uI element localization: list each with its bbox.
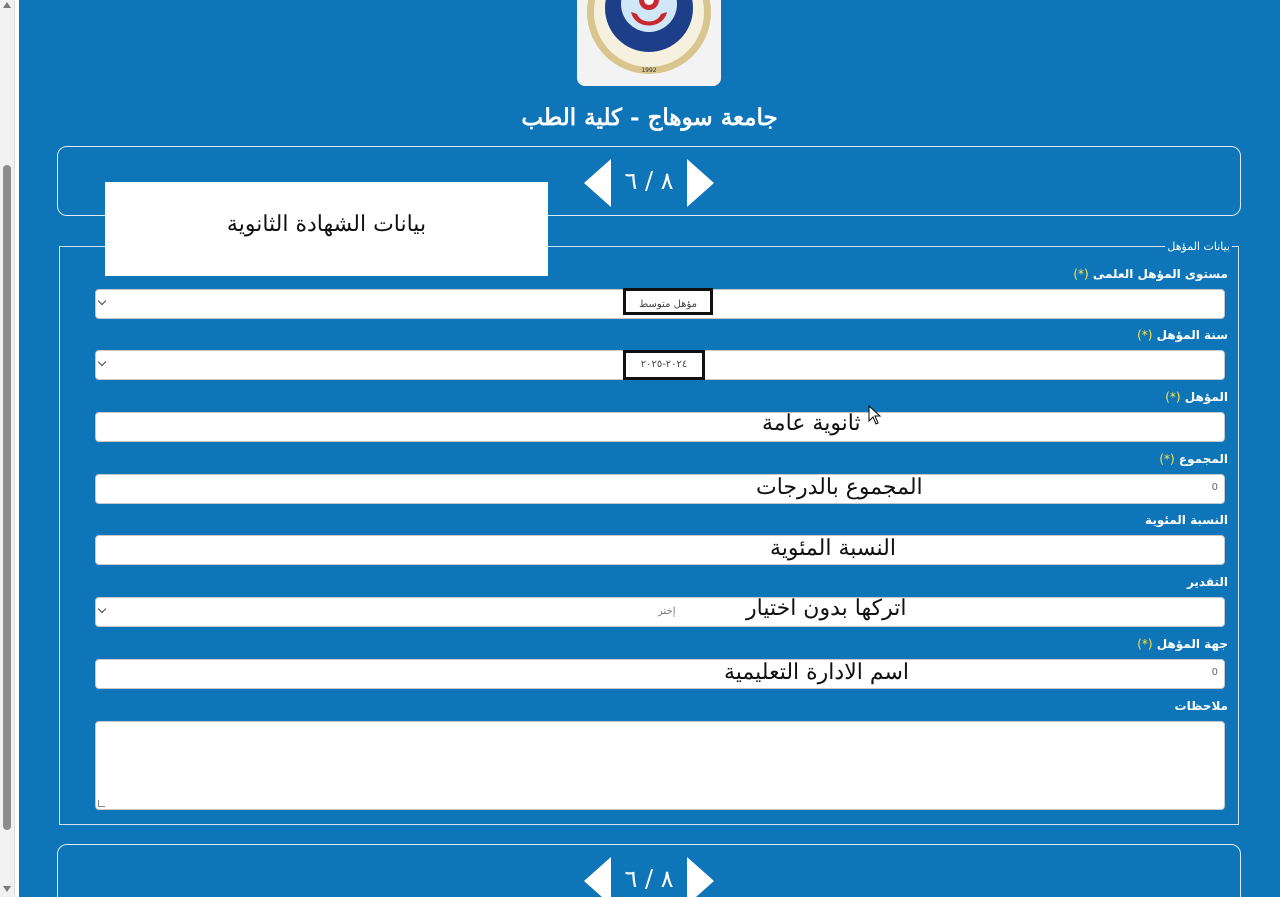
- college-title: جامعة سوهاج - كلية الطب: [521, 104, 778, 131]
- notes-textarea[interactable]: [95, 721, 1225, 810]
- pager-bottom: [57, 844, 1241, 897]
- level-label: [1073, 267, 1228, 281]
- cursor-icon: [868, 405, 882, 429]
- total-label: [1159, 452, 1228, 466]
- notes-label-text: ملاحظات: [1174, 699, 1228, 713]
- scroll-down-icon[interactable]: [3, 886, 11, 892]
- qualification-value: ثانوية عامة: [762, 411, 861, 436]
- chevron-down-icon: [98, 358, 106, 366]
- page-indicator: ٨ / ٦: [624, 167, 674, 195]
- required-mark: (*): [1137, 328, 1153, 342]
- qualification-label-text: المؤهل: [1184, 390, 1228, 404]
- authority-label-text: جهة المؤهل: [1156, 637, 1228, 651]
- university-logo: [577, 0, 721, 86]
- resize-grip-icon[interactable]: [98, 800, 105, 807]
- total-label-text: المجموع: [1178, 452, 1228, 466]
- grade-label: [1187, 575, 1228, 589]
- browser-scrollbar[interactable]: [0, 0, 15, 897]
- year-select[interactable]: [95, 350, 1225, 380]
- grade-placeholder: إختر: [658, 606, 676, 617]
- grade-hint: اتركها بدون اختيار: [746, 596, 907, 621]
- authority-hint: اسم الادارة التعليمية: [724, 660, 910, 685]
- section-overlay-title: [105, 182, 548, 276]
- required-mark: (*): [1165, 390, 1181, 404]
- required-mark: (*): [1073, 267, 1089, 281]
- total-hint: المجموع بالدرجات: [756, 475, 923, 500]
- percentage-input[interactable]: [95, 535, 1225, 565]
- previous-arrow-icon[interactable]: [584, 857, 611, 897]
- authority-label: [1137, 637, 1228, 651]
- previous-arrow-icon[interactable]: [584, 159, 611, 207]
- percentage-hint: النسبة المئوية: [770, 536, 896, 561]
- grade-select[interactable]: [95, 597, 1225, 627]
- authority-input[interactable]: [95, 659, 1225, 689]
- section-legend: بيانات المؤهل: [1167, 240, 1230, 253]
- next-arrow-icon[interactable]: [687, 857, 714, 897]
- year-label-text: سنة المؤهل: [1156, 328, 1228, 342]
- scroll-thumb[interactable]: [3, 165, 11, 830]
- total-input[interactable]: [95, 474, 1225, 504]
- percentage-label: [1145, 513, 1228, 527]
- level-select[interactable]: [95, 289, 1225, 319]
- grade-label-text: التقدير: [1186, 575, 1228, 589]
- authority-value: 0: [1211, 667, 1218, 678]
- qualification-label: [1165, 390, 1228, 404]
- total-value: 0: [1211, 482, 1218, 493]
- scroll-up-icon[interactable]: [3, 2, 11, 8]
- qualification-input[interactable]: [95, 412, 1225, 442]
- next-arrow-icon[interactable]: [687, 159, 714, 207]
- percentage-label-text: النسبة المئوية: [1145, 513, 1228, 527]
- year-selected-value: ٢٠٢٤-٢٠٢٥: [623, 350, 705, 380]
- registration-page: [19, 0, 1280, 897]
- year-label: [1137, 328, 1228, 342]
- logo-year: 1992: [641, 67, 657, 74]
- required-mark: (*): [1159, 452, 1175, 466]
- level-selected-value: مؤهل متوسط: [623, 288, 713, 315]
- level-label-text: مستوى المؤهل العلمى: [1092, 267, 1228, 281]
- page-indicator: ٨ / ٦: [624, 865, 674, 893]
- notes-label: [1175, 699, 1228, 713]
- overlay-title-text: بيانات الشهادة الثانوية: [226, 212, 427, 237]
- required-mark: (*): [1137, 637, 1153, 651]
- chevron-down-icon: [98, 605, 106, 613]
- chevron-down-icon: [98, 297, 106, 305]
